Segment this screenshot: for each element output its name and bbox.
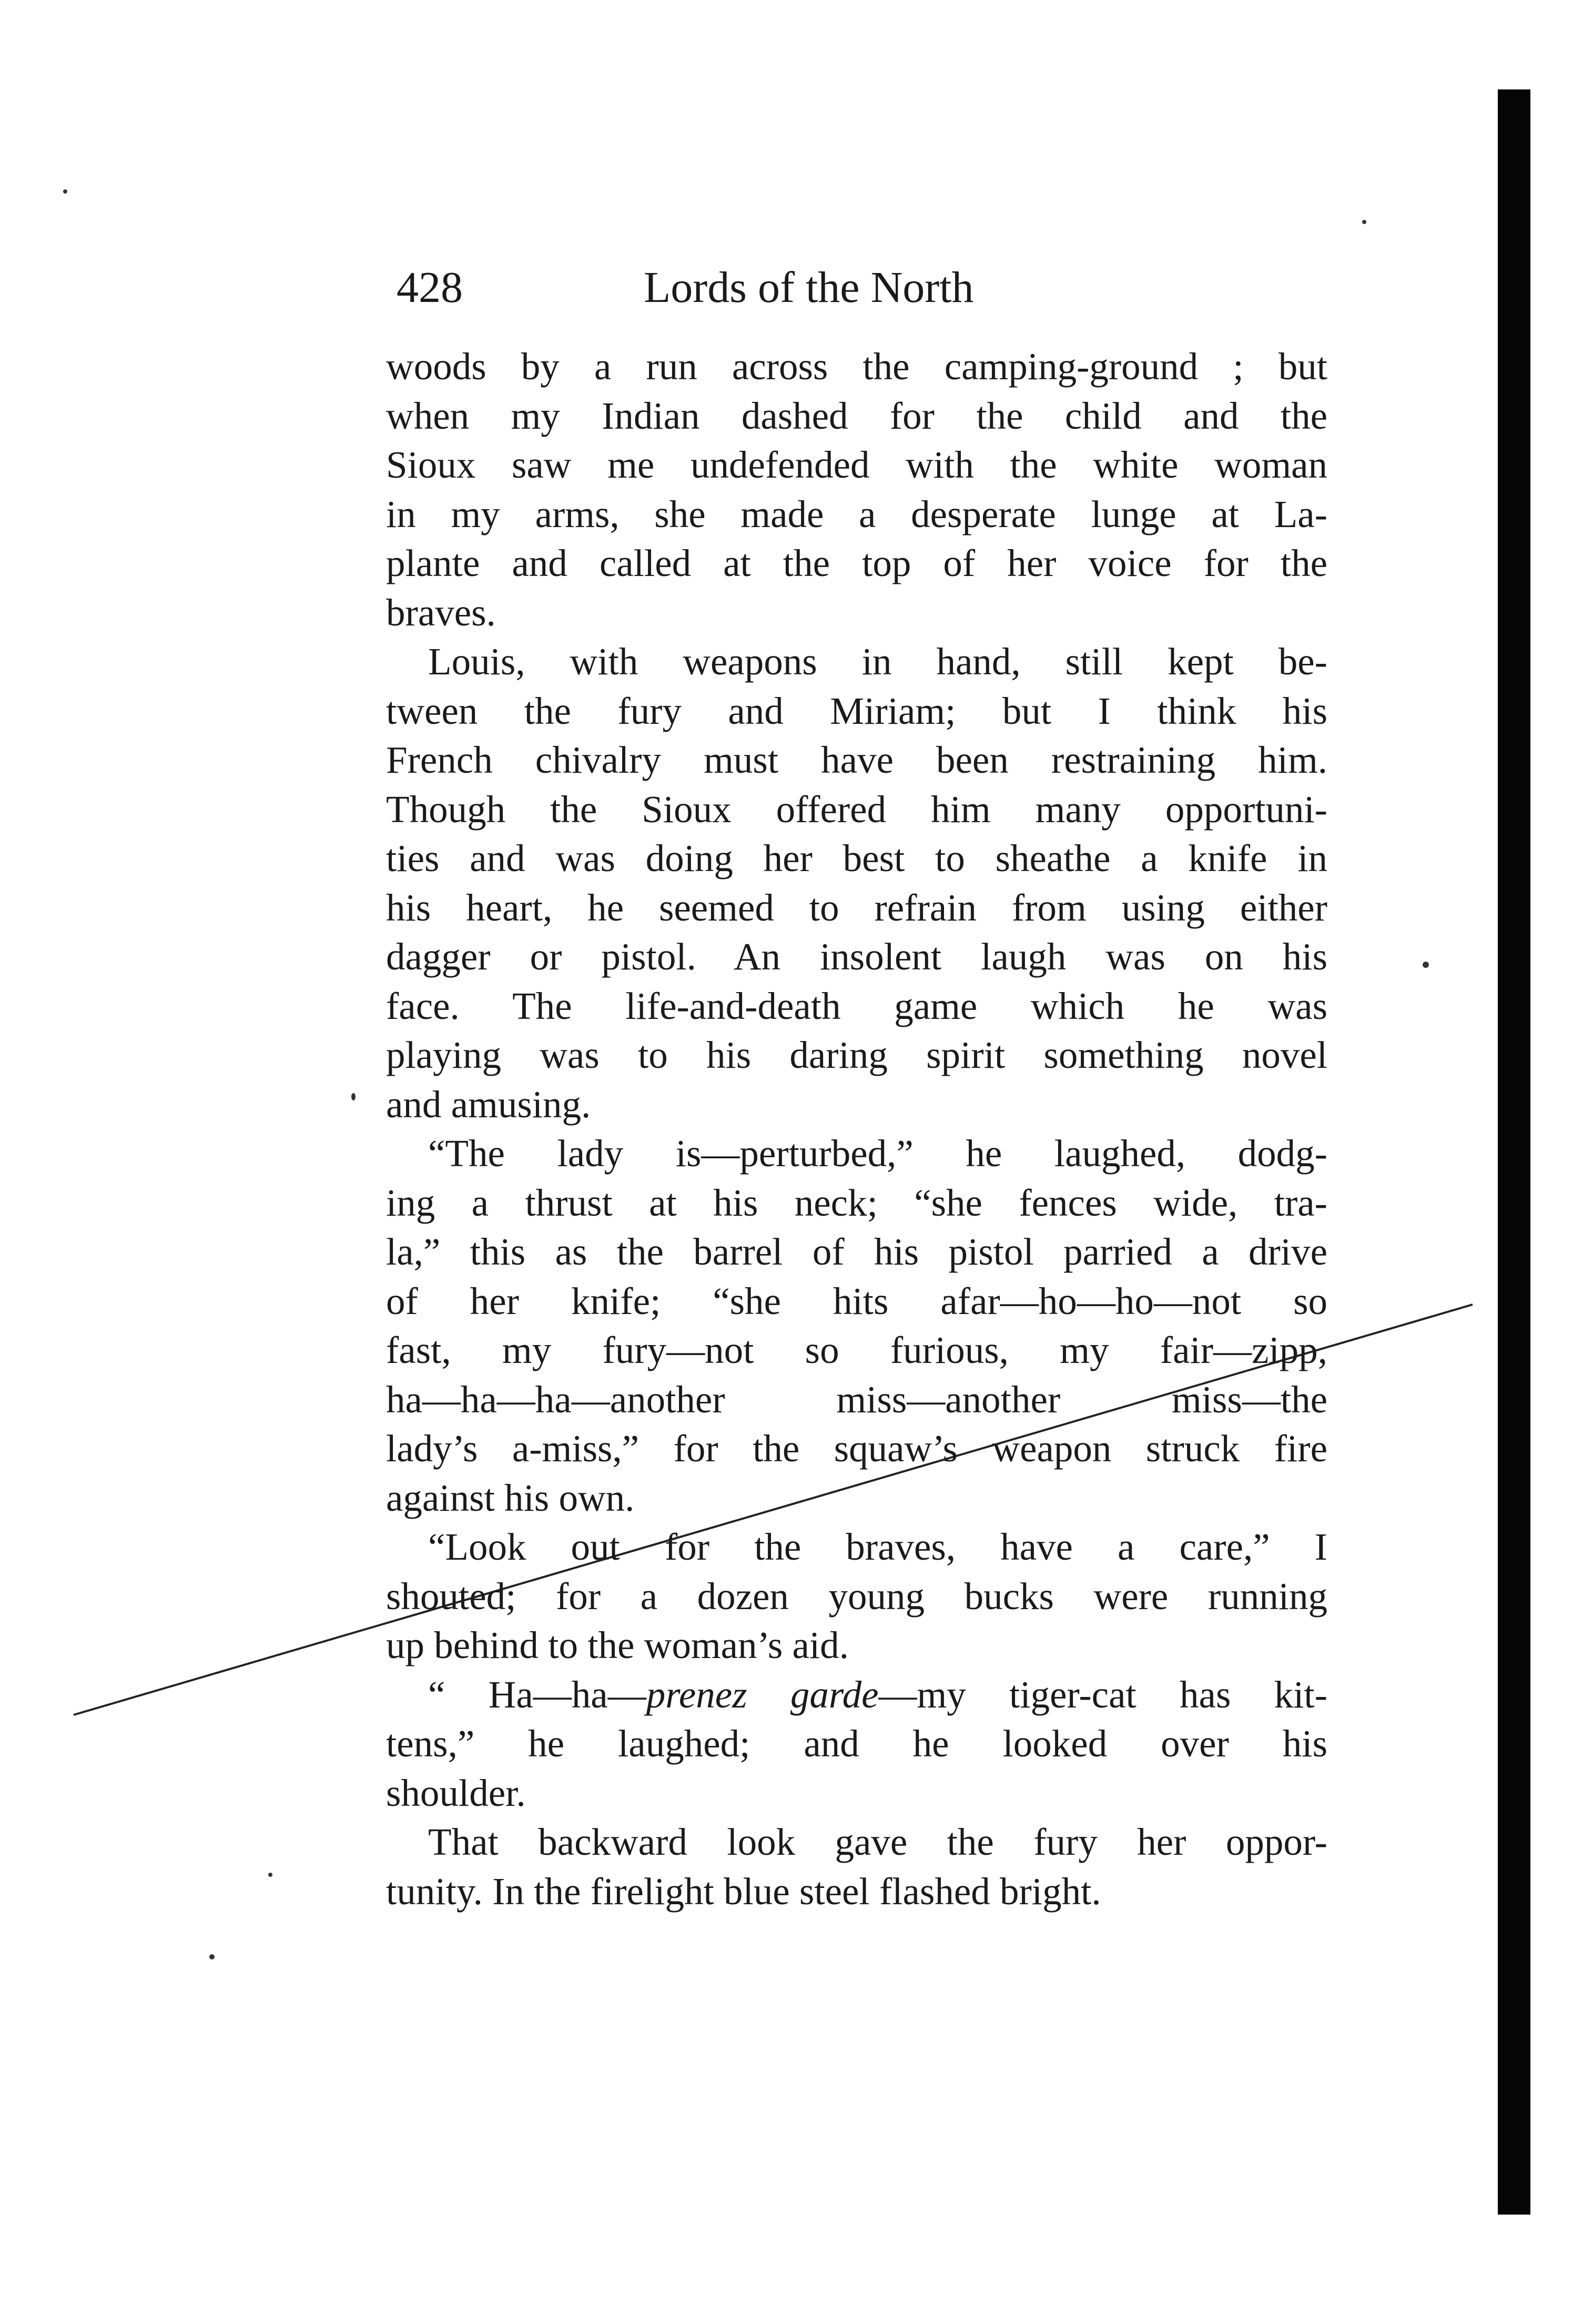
text-line: Though the Sioux offered him many opportuni-	[386, 787, 1327, 831]
text-line: dagger or pistol. An insolent laugh was on his	[386, 935, 1327, 978]
text-line: shoulder.	[386, 1771, 526, 1814]
text-line: face. The life-and-death game which he was	[386, 984, 1327, 1027]
running-header	[397, 259, 1343, 317]
text-line: of her knife; “she hits afar—ho—ho—not so	[386, 1279, 1327, 1322]
scan-speck	[63, 189, 67, 194]
text-line: in my arms, she made a desperate lunge at La-	[386, 492, 1327, 535]
scan-speck	[268, 1873, 272, 1877]
text-line: plante and called at the top of her voice for the	[386, 542, 1327, 584]
text-line: up behind to the woman’s aid.	[386, 1624, 849, 1666]
text-line: woods by a run across the camping-ground ; but	[386, 345, 1327, 388]
scan-speck	[209, 1954, 215, 1959]
text-line-part: —my tiger-cat has kit-	[878, 1673, 1328, 1716]
text-line: tens,” he laughed; and he looked over his	[386, 1722, 1327, 1765]
scan-speck	[1362, 220, 1366, 224]
text-line-part: “ Ha—ha—	[428, 1673, 646, 1716]
running-title: Lords of the North	[644, 263, 974, 312]
text-line: shouted; for a dozen young bucks were running	[386, 1574, 1327, 1618]
page-number: 428	[397, 263, 463, 312]
text-line: “The lady is—perturbed,” he laughed, dodg-	[428, 1132, 1327, 1175]
text-line	[386, 1670, 1327, 1720]
text-line: ha—ha—ha—another miss—another miss—the	[386, 1378, 1327, 1421]
text-line: playing was to his daring spirit something novel	[386, 1034, 1327, 1076]
body-text	[386, 342, 1327, 1916]
text-line: ties and was doing her best to sheathe a knife in	[386, 837, 1327, 880]
text-line: and amusing.	[386, 1083, 591, 1126]
text-line: That backward look gave the fury her oppor-	[428, 1821, 1327, 1863]
scan-speck	[351, 1093, 356, 1100]
text-line: lady’s a-miss,” for the squaw’s weapon struck fire	[386, 1427, 1327, 1470]
text-line: la,” this as the barrel of his pistol parried a drive	[386, 1230, 1327, 1273]
text-line: braves.	[386, 591, 496, 634]
text-line: fast, my fury—not so furious, my fair—zipp,	[386, 1329, 1327, 1371]
text-line: his heart, he seemed to refrain from using either	[386, 886, 1327, 929]
text-line: when my Indian dashed for the child and the	[386, 394, 1327, 437]
text-line: tunity. In the firelight blue steel flashed bright.	[386, 1870, 1101, 1913]
italic-phrase: prenez garde	[646, 1673, 879, 1716]
text-line: Louis, with weapons in hand, still kept be-	[428, 640, 1327, 683]
text-line: tween the fury and Miriam; but I think his	[386, 689, 1327, 732]
text-line: Sioux saw me undefended with the white woman	[386, 443, 1327, 486]
text-line: against his own.	[386, 1476, 635, 1519]
text-line: French chivalry must have been restraining him.	[386, 739, 1327, 781]
text-line: ing a thrust at his neck; “she fences wide, tra-	[386, 1181, 1327, 1224]
scan-speck	[1423, 962, 1429, 968]
text-line: “Look out for the braves, have a care,” I	[428, 1525, 1327, 1568]
